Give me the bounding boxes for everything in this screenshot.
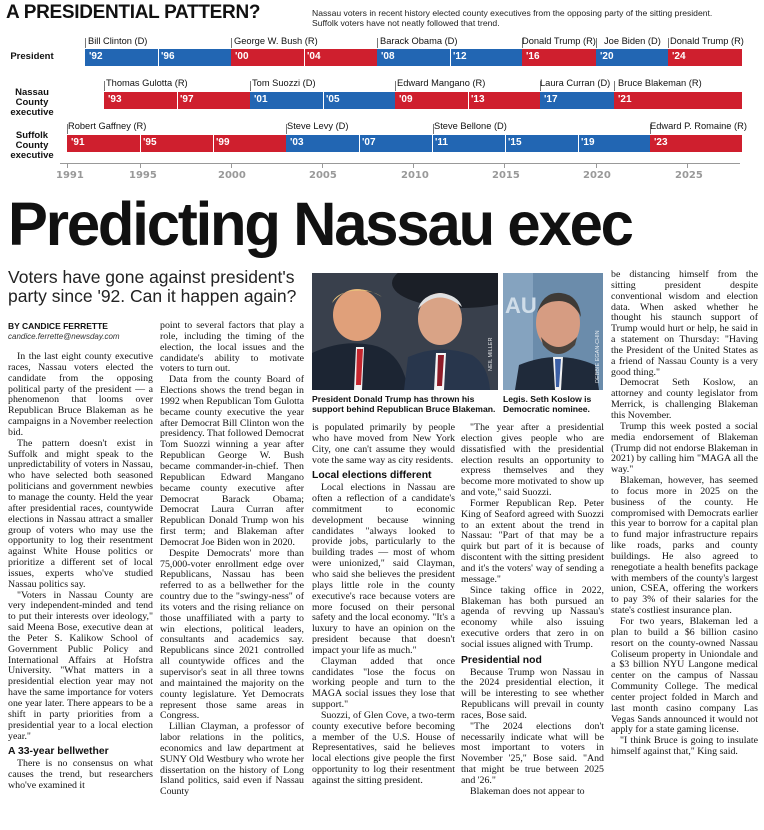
nassau-name-curran: Laura Curran (D) — [540, 78, 611, 88]
byline: BY CANDICE FERRETTE — [8, 321, 108, 331]
paragraph: Blakeman, however, has seemed to focus more in 2025 on the business of the county. He compromised with Democrats earlier this year to borrow for a capital plan to fund major infrastructure repairs like roads, parks and county buildings. He also agreed to renegotiate a health benefits package with members of the county's largest union, CSEA, offering the workers to pay 3% of their salaries for the state's costliest insurance plan. — [611, 475, 758, 617]
nassau-name-blakeman: Bruce Blakeman (R) — [618, 78, 702, 88]
axis-year-2005: 2005 — [309, 170, 337, 181]
paragraph: Clayman added that once candidates "lose the focus on working people and turn to the MAGA social issues they lose that support." — [312, 655, 455, 711]
article-column-2 — [160, 321, 304, 798]
paragraph: "The 2024 elections don't necessarily indicate what will be most important to voters in November '25," Bose said. "And that might be true between 2025 and '26." — [461, 720, 604, 786]
paragraph: Because Trump won Nassau in the 2024 presidential election, it will be interesting to see whether Republicans will prevail in county races, Bose said. — [461, 666, 604, 721]
deck: Voters have gone against president's party since '92. Can it happen again? — [8, 267, 297, 306]
paragraph: Data from the county Board of Elections shows the trend began in 1992 when Republican Tom Gulotta became county executive the year after Democrat Bill Clinton won the presidency. That followed Democrat Tom Suozzi winning a year after Republican George W. Bush became commander-in-chief. Then Republican Edward Mangano became county executive after Democrat Barack Obama; Democrat Laura Curran after Republican Donald Trump won his first term; and Blakeman after Democrat Joe Biden won in 2020. — [160, 374, 304, 548]
row-label-nassau: Nassau County executive — [10, 87, 54, 118]
paragraph: "Voters in Nassau County are very independent-minded and tend to put their interests over ideology," said Meena Bose, executive dean at the Peter S. Kalikow School of Government Public Policy and International Affairs at Hofstra University. "What matters in a presidential election year may not have the same importance for voters one year later. There appears to be a shift in party priorities from a presidential year to a local election year." — [8, 589, 153, 742]
svg-text:AU: AU — [505, 293, 537, 318]
president-name-trump1: Donald Trump (R) — [522, 36, 596, 46]
graphic-title: A PRESIDENTIAL PATTERN? — [6, 2, 261, 23]
paragraph: In the last eight county executive races, Nassau voters elected the candidate from the opposing political party of the president — a phenomenon that looms over Republican Bruce Blakeman as he campaigns in a November reelection bid. — [8, 351, 153, 438]
president-name-obama: Barack Obama (D) — [380, 36, 458, 46]
photo-credit: NEIL MILLER — [488, 337, 494, 371]
axis-year-2015: 2015 — [492, 170, 520, 181]
president-name-bush: George W. Bush (R) — [234, 36, 318, 46]
photo-caption-2: Legis. Seth Koslow is Democratic nominee. — [503, 394, 592, 414]
row-label-president: President — [10, 51, 54, 62]
subheading: Presidential nod — [461, 654, 542, 666]
suffolk-name-romaine: Edward P. Romaine (R) — [650, 121, 747, 131]
paragraph: "The year after a presidential election gives people who are dissatisfied with the presidential election results an opportunity to express themselves and they become more motivated to show up and vote," said Suozzi. — [461, 422, 604, 499]
article-column-5 — [611, 270, 758, 758]
photo-trump-blakeman — [312, 273, 498, 390]
timeline-axis — [60, 163, 740, 164]
article-column-3 — [312, 423, 455, 787]
suffolk-name-levy: Steve Levy (D) — [287, 121, 349, 131]
paragraph: Former Republican Rep. Peter King of Seaford agreed with Suozzi to an extent about the trend in Nassau: "Part of that may be a quirk but part of it is because of discontent with the sitting president and it's the voters' way of sending a message." — [461, 497, 604, 585]
axis-year-1995: 1995 — [129, 170, 157, 181]
suffolk-name-gaffney: Robert Gaffney (R) — [68, 121, 147, 131]
article-column-4 — [461, 423, 604, 798]
paragraph: Despite Democrats' more than 75,000-voter enrollment edge over Republicans, Nassau has been referred to as a bellwether for the country due to the "swingy-ness" of its voters and the rising reliance on those unaffiliated with a party to win elections, political leaders, consultants and academics say. Republicans since 2021 controlled all countywide offices and the supervisor's seat in all three towns and maintained the majority on the county legislature. Yet Democrats represent those same areas in Congress. — [160, 547, 304, 722]
paragraph: There is no consensus on what causes the trend, but researchers who've examined it — [8, 758, 153, 791]
author-email: candice.ferrette@newsday.com — [8, 332, 120, 341]
paragraph: Lillian Clayman, a professor of labor relations in the politics, economics and law department at SUNY Old Westbury who wrote her dissertation on the history of Long Island politics, said even if Nassau County — [160, 721, 304, 798]
president-name-clinton: Bill Clinton (D) — [88, 36, 148, 46]
president-name-trump2: Donald Trump (R) — [670, 36, 744, 46]
paragraph: be distancing himself from the sitting president despite conventional wisdom and election data. When asked whether he thought his staunch support of Trump would hurt or help, he said in a statement on Thursday: "Having the President of the United States as a friend of Nassau County is a very good thing." — [611, 269, 758, 378]
nassau-name-suozzi: Tom Suozzi (D) — [252, 78, 316, 88]
axis-year-1991: 1991 — [56, 170, 84, 181]
paragraph: is populated primarily by people who have moved from New York City, one can't assume they would vote the same way as city residents. — [312, 422, 455, 466]
axis-year-2020: 2020 — [583, 170, 611, 181]
paragraph: Blakeman does not appear to — [470, 785, 585, 797]
paragraph: Trump this week posted a social media endorsement of Blakeman (Trump did not endorse Blakeman in 2021) by calling him "MAGA all the way." — [611, 420, 758, 476]
headline: Predicting Nassau exec — [8, 190, 632, 258]
suffolk-name-bellone: Steve Bellone (D) — [434, 121, 507, 131]
photo-credit: DEBBIE EGAN-CHIN — [595, 330, 601, 383]
president-name-biden: Joe Biden (D) — [604, 36, 661, 46]
paragraph: Local elections in Nassau are often a reflection of a candidate's commitment to economic development because winning candidates "always looked to provide jobs, particularly to the building trades — most of whom were unionized," said Clayman, who said she believes the president plays little role in the county executive's race because voters are more focused on their personal safety and the local economy. "It's a luxury to have an opinion on the president because that doesn't impact your life as much." — [312, 482, 455, 656]
paragraph: Democrat Seth Koslow, an attorney and county legislator from Merrick, is challenging Blakeman this November. — [611, 377, 758, 421]
nassau-name-gulotta: Thomas Gulotta (R) — [106, 78, 188, 88]
axis-year-2010: 2010 — [401, 170, 429, 181]
paragraph: Suozzi, of Glen Cove, a two-term county executive before becoming a member of the U.S. House of Representatives, said he believes local elections give people the first opportunity to log their resentment against the sitting president. — [312, 709, 455, 786]
paragraph: Since taking office in 2022, Blakeman has both pursued an agenda of revving up Nassau's economy while also issuing executive orders that zero in on social issues aligned with Trump. — [461, 584, 604, 650]
photo-koslow — [503, 273, 603, 390]
subheading: A 33-year bellwether — [8, 746, 109, 758]
article-column-1 — [8, 352, 153, 792]
axis-year-2025: 2025 — [675, 170, 703, 181]
graphic-subtitle: Nassau voters in recent history elected county executives from the opposing party of the sitting president. Suffolk voters have not neatly followed that trend. — [312, 8, 713, 28]
paragraph: "I think Bruce is going to insulate himself against that," King said. — [611, 735, 758, 758]
photo-caption-1: President Donald Trump has thrown his support behind Republican Bruce Blakeman. — [312, 394, 496, 414]
paragraph: The pattern doesn't exist in Suffolk and might speak to the unpredictability of voters in Nassau, who have selected both seasoned politicians and government newbies to manage the county. Held the year after presidential races, countywide elections in Nassau attract a smaller group of voters who may use the opportunity to log their resentment against White House politics or prioritize a different set of local issues, experts who've studied Nassau politics say. — [8, 437, 153, 590]
paragraph: point to several factors that play a role, including the timing of the election, the local issues and the candidate's ability to motivate voters to turn out. — [160, 320, 304, 375]
subheading: Local elections different — [312, 470, 432, 482]
nassau-name-mangano: Edward Mangano (R) — [397, 78, 486, 88]
row-label-suffolk: Suffolk County executive — [10, 130, 54, 161]
axis-year-2000: 2000 — [218, 170, 246, 181]
paragraph: For two years, Blakeman led a plan to build a $6 billion casino resort on the county-owned Nassau Coliseum property in Uniondale and a $3 billion NYU Langone medical center on the campus of Nassau Community College. The medical center project folded in March and last month casino company Las Vegas Sands announced it would not apply for a state gaming license. — [611, 616, 758, 736]
